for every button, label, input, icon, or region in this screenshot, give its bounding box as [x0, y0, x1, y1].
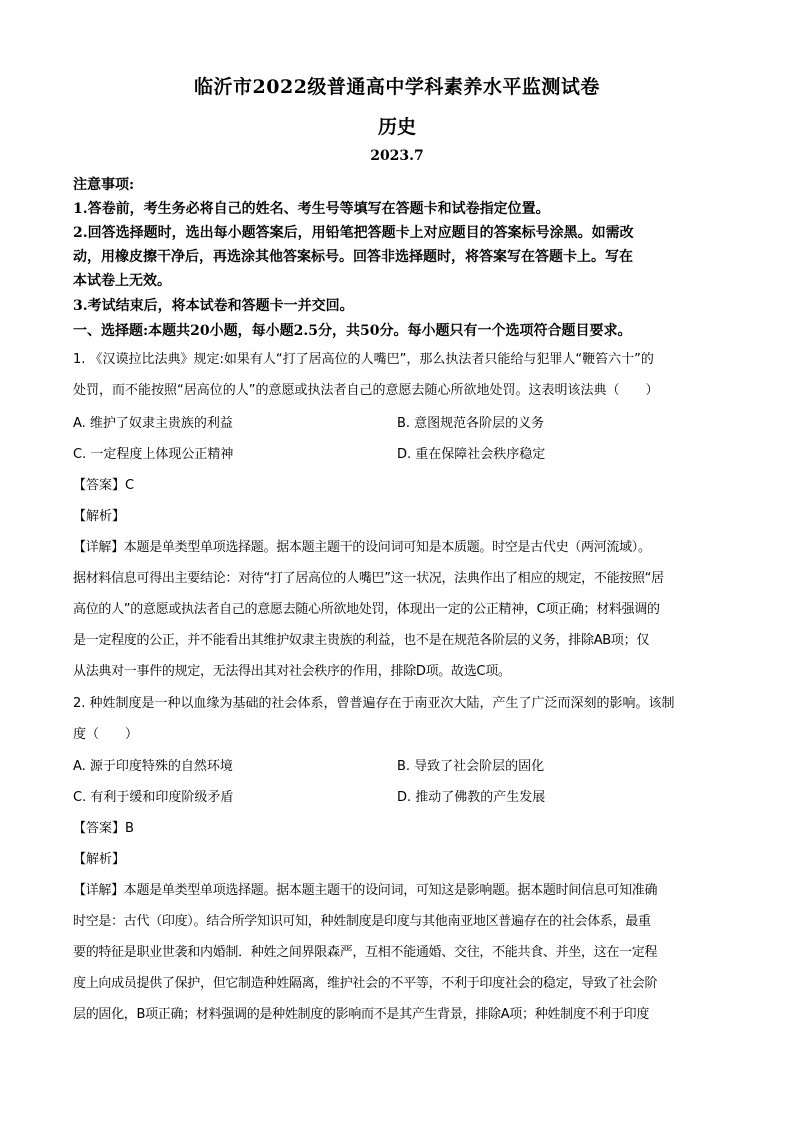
notice-line-1: 1.答卷前，考生务必将自己的姓名、考生号等填写在答题卡和试卷指定位置。 [73, 201, 550, 217]
q1-answer: 【答案】C [73, 478, 135, 493]
q1-detail-line-3: 高位的人”的意愿或执法者自己的意愿去随心所欲地处罚，体现出一定的公正精神，C项正确；材料强调的 [73, 602, 660, 617]
q2-detail-line-2: 时空是：古代（印度）。结合所学知识可知，种姓制度是印度与其他南亚地区普遍存在的社会体系，最重 [73, 914, 651, 929]
q2-option-a: A. 源于印度特殊的自然环境 [73, 759, 233, 774]
q2-answer: 【答案】B [73, 821, 134, 836]
notice-line-2: 2.回答选择题时，选出每小题答案后，用铅笔把答题卡上对应题目的答案标号涂黑。如需改 [73, 225, 634, 241]
q1-stem-line-2: 处罚，而不能按照“居高位的人”的意愿或执法者自己的意愿去随心所欲地处罚。这表明该法典（ ） [73, 383, 659, 398]
q2-analysis-label: 【解析】 [73, 852, 126, 867]
q2-stem-line-2: 度（ ） [73, 727, 139, 742]
q2-detail-line-4: 度上向成员提供了保护，但它制造种姓隔离，维护社会的不平等，不利于印度社会的稳定，导致了社会阶 [73, 976, 658, 991]
notice-line-3: 动，用橡皮擦干净后，再选涂其他答案标号。回答非选择题时，将答案写在答题卡上。写在 [73, 249, 633, 265]
q2-option-c: C. 有利于缓和印度阶级矛盾 [73, 790, 234, 805]
q1-option-a: A. 维护了奴隶主贵族的利益 [73, 416, 233, 431]
notice-line-5: 3.考试结束后，将本试卷和答题卡一并交回。 [73, 298, 354, 314]
exam-title: 临沂市2022级普通高中学科素养水平监测试卷 [194, 76, 600, 98]
notice-heading: 注意事项: [73, 177, 135, 193]
section-heading: 一、选择题:本题共20小题，每小题2.5分，共50分。每小题只有一个选项符合题目要求。 [73, 323, 632, 339]
q2-detail-line-3: 要的特征是职业世袭和内婚制．种姓之间界限森严，互相不能通婚、交往，不能共食、并坐，这在一定程 [73, 945, 658, 960]
q1-stem-line-1: 1. 《汉谟拉比法典》规定:如果有人“打了居高位的人嘴巴”，那么执法者只能给与犯罪人“鞭笞六十”的 [73, 352, 654, 367]
q1-detail-line-1: 【详解】本题是单类型单项选择题。据本题主题干的设问词可知是本质题。时空是古代史（两河流域）。 [73, 540, 651, 555]
q1-detail-line-4: 是一定程度的公正，并不能看出其维护奴隶主贵族的利益，也不是在规范各阶层的义务，排除AB项；仅 [73, 633, 650, 648]
q1-detail-line-5: 从法典对一事件的规定，无法得出其对社会秩序的作用，排除D项。故选C项。 [73, 664, 511, 679]
q1-option-c: C. 一定程度上体现公正精神 [73, 447, 234, 462]
q2-detail-line-1: 【详解】本题是单类型单项选择题。据本题主题干的设问词，可知这是影响题。据本题时间信息可知准确 [73, 883, 658, 898]
q1-analysis-label: 【解析】 [73, 509, 126, 524]
q1-option-b: B. 意图规范各阶层的义务 [397, 416, 545, 431]
q1-option-d: D. 重在保障社会秩序稳定 [397, 447, 546, 462]
q2-detail-line-5: 层的固化，B项正确；材料强调的是种姓制度的影响而不是其产生背景，排除A项；种姓制度不利于印度 [73, 1007, 650, 1022]
q2-stem-line-1: 2. 种姓制度是一种以血缘为基础的社会体系，曾普遍存在于南亚次大陆，产生了广泛而深刻的影响。该制 [73, 696, 675, 711]
q2-option-b: B. 导致了社会阶层的固化 [397, 759, 545, 774]
q2-option-d: D. 推动了佛教的产生发展 [397, 790, 546, 805]
exam-date: 2023.7 [370, 148, 424, 164]
q1-detail-line-2: 据材料信息可得出主要结论：对待“打了居高位的人嘴巴”这一状况，法典作出了相应的规定，不能按照“居 [73, 571, 664, 586]
notice-line-4: 本试卷上无效。 [73, 273, 171, 289]
exam-subject: 历史 [377, 116, 416, 138]
